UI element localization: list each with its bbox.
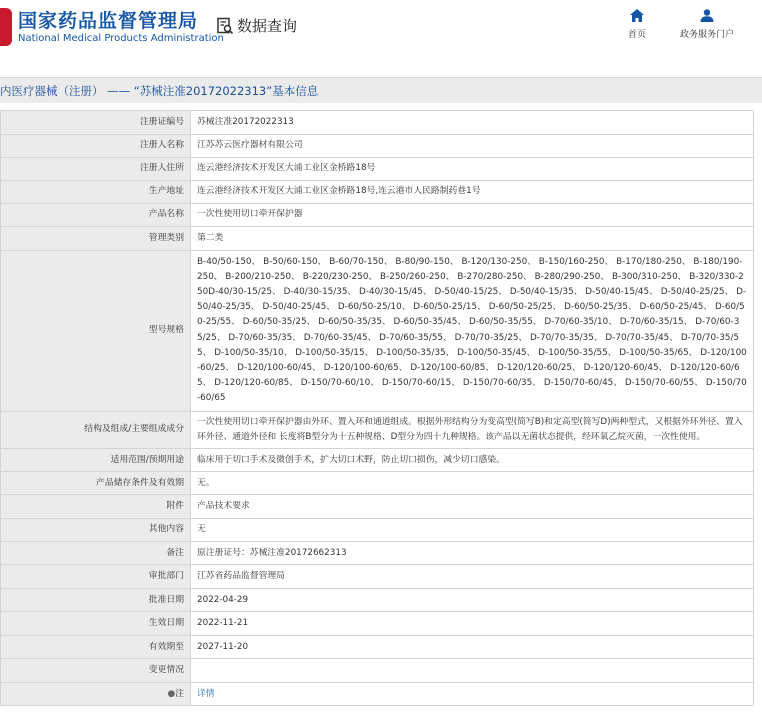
row-address (1, 157, 754, 180)
label-approval-date: 批准日期 (1, 588, 191, 612)
registration-detail-table (0, 110, 754, 706)
value-remark: 原注册证号：苏械注准20172662313 (191, 541, 754, 565)
label-category: 管理类别 (1, 227, 191, 251)
value-effective-date: 2022-11-21 (191, 612, 754, 636)
nav-home[interactable] (628, 9, 646, 40)
row-other (1, 518, 754, 541)
data-query-label: 数据查询 (237, 17, 298, 35)
label-attachment: 附件 (1, 495, 191, 519)
value-scope: 临床用于切口手术及微创手术，扩大切口术野，防止切口损伤，减少切口感染。 (191, 448, 754, 472)
row-approval-date (1, 588, 754, 612)
value-registrant: 江苏苏云医疗器材有限公司 (191, 134, 754, 157)
label-production: 生产地址 (1, 180, 191, 204)
label-structure: 结构及组成/主要组成成分 (1, 411, 191, 448)
row-attachment (1, 495, 754, 519)
row-structure (1, 411, 754, 448)
label-storage: 产品储存条件及有效期 (1, 472, 191, 495)
value-change (191, 659, 754, 683)
user-icon (700, 9, 714, 22)
label-change: 变更情况 (1, 659, 191, 683)
value-product-name: 一次性使用切口牵开保护器 (191, 204, 754, 227)
label-effective-date: 生效日期 (1, 612, 191, 636)
value-approval-dept: 江苏省药品监督管理局 (191, 565, 754, 589)
nav-portal-label: 政务服务门户 (680, 30, 735, 40)
row-models (1, 250, 754, 411)
label-models: 型号规格 (1, 250, 191, 411)
record-title-bar (0, 77, 762, 103)
value-storage: 无。 (191, 472, 754, 495)
label-note-text: 注 (175, 688, 184, 699)
data-query-link[interactable] (216, 15, 297, 36)
row-change (1, 659, 754, 683)
label-reg-no: 注册证编号 (1, 111, 191, 135)
label-address: 注册人住所 (1, 157, 191, 180)
value-address: 连云港经济技术开发区大浦工业区金桥路18号 (191, 157, 754, 180)
details-link[interactable]: 详情 (197, 688, 215, 699)
row-scope (1, 448, 754, 472)
label-registrant: 注册人名称 (1, 134, 191, 157)
value-structure: 一次性使用切口牵开保护器由外环、置入环和通道组成。根据外形结构分为变高型(简写B)和定高型(简写D)两种型式，又根据外环外径、置入环外径、通道外径和 长度将B型分为十五种规格、D型分为四十九种规格。该产品以无菌状态提供，经环氧乙烷灭菌，一次性使用。 (191, 411, 754, 448)
value-reg-no: 苏械注准20172022313 (191, 111, 754, 135)
value-models: B-40/50-150、 B-50/60-150、 B-60/70-150、 B-80/90-150、 B-120/130-250、 B-150/160-250、 B-170/180-250、 B-180/190-250、 B-200/210-250、 B-220/230-250、 B-250/260-250、 B-270/280-250、 B-280/290-250、 B-300/310-250、 B-320/330-250D-40/30-15/25、 D-40/30-15/35、 D-40/30-15/45、 D-50/40-15/25、 D-50/40-15/35、 D-50/40-15/45、 D-50/40-25/25、 D-50/40-25/35、 D-50/40-25/45、 D-60/50-25/10、 D-60/50-25/15、 D-60/50-25/25、 D-60/50-25/35、 D-60/50-25/45、 D-60/50-25/55、 D-60/50-35/25、 D-60/50-35/35、 D-60/50-35/45、 D-60/50-35/55、 D-70/60-35/10、 D-70/60-35/15、 D-70/60-35/25、 D-70/60-35/35、 D-70/60-35/45、 D-70/60-35/55、 D-70/70-35/25、 D-70/70-35/35、 D-70/70-35/45、 D-70/70-35/55、 D-100/50-35/10、 D-100/50-35/15、 D-100/50-35/35、 D-100/50-35/45、 D-100/50-35/55、 D-100/50-35/65、 D-120/100-60/25、 D-120/100-60/45、 D-120/100-60/65、 D-120/100-60/85、 D-120/120-60/25、 D-120/120-60/45、 D-120/120-60/65、 D-120/120-60/85、 D-150/70-60/10、 D-150/70-60/15、 D-150/70-60/35、 D-150/70-60/45、 D-150/70-60/55、 D-150/70-60/65 (191, 250, 754, 411)
label-approval-dept: 审批部门 (1, 565, 191, 589)
value-other: 无 (191, 518, 754, 541)
label-other: 其他内容 (1, 518, 191, 541)
row-product-name (1, 204, 754, 227)
site-header (0, 0, 762, 62)
row-remark (1, 541, 754, 565)
nav-home-label: 首页 (628, 30, 647, 40)
home-icon (630, 9, 644, 22)
row-reg-no (1, 111, 754, 135)
label-product-name: 产品名称 (1, 204, 191, 227)
row-production (1, 180, 754, 204)
logo-title-en: National Medical Products Administration (18, 33, 224, 44)
pin-icon: ● (167, 688, 176, 699)
nav-service-portal[interactable] (680, 9, 734, 40)
logo-title-cn: 国家药品监督管理局 (18, 10, 199, 32)
value-approval-date: 2022-04-29 (191, 588, 754, 612)
value-attachment: 产品技术要求 (191, 495, 754, 519)
row-storage (1, 472, 754, 495)
row-effective-date (1, 612, 754, 636)
row-expiry-date (1, 635, 754, 659)
label-note (1, 682, 191, 706)
row-registrant (1, 134, 754, 157)
page-title: 内医疗器械（注册） —— “苏械注准20172022313”基本信息 (0, 84, 319, 98)
value-production: 连云港经济技术开发区大浦工业区金桥路18号,连云港市人民路制药巷1号 (191, 180, 754, 204)
value-expiry-date: 2027-11-20 (191, 635, 754, 659)
label-scope: 适用范围/预期用途 (1, 448, 191, 472)
row-approval-dept (1, 565, 754, 589)
logo-emblem (0, 8, 12, 46)
value-category: 第二类 (191, 227, 754, 251)
search-document-icon (216, 17, 234, 35)
row-category (1, 227, 754, 251)
label-expiry-date: 有效期至 (1, 635, 191, 659)
row-note (1, 682, 754, 706)
value-note (191, 682, 754, 706)
label-remark: 备注 (1, 541, 191, 565)
